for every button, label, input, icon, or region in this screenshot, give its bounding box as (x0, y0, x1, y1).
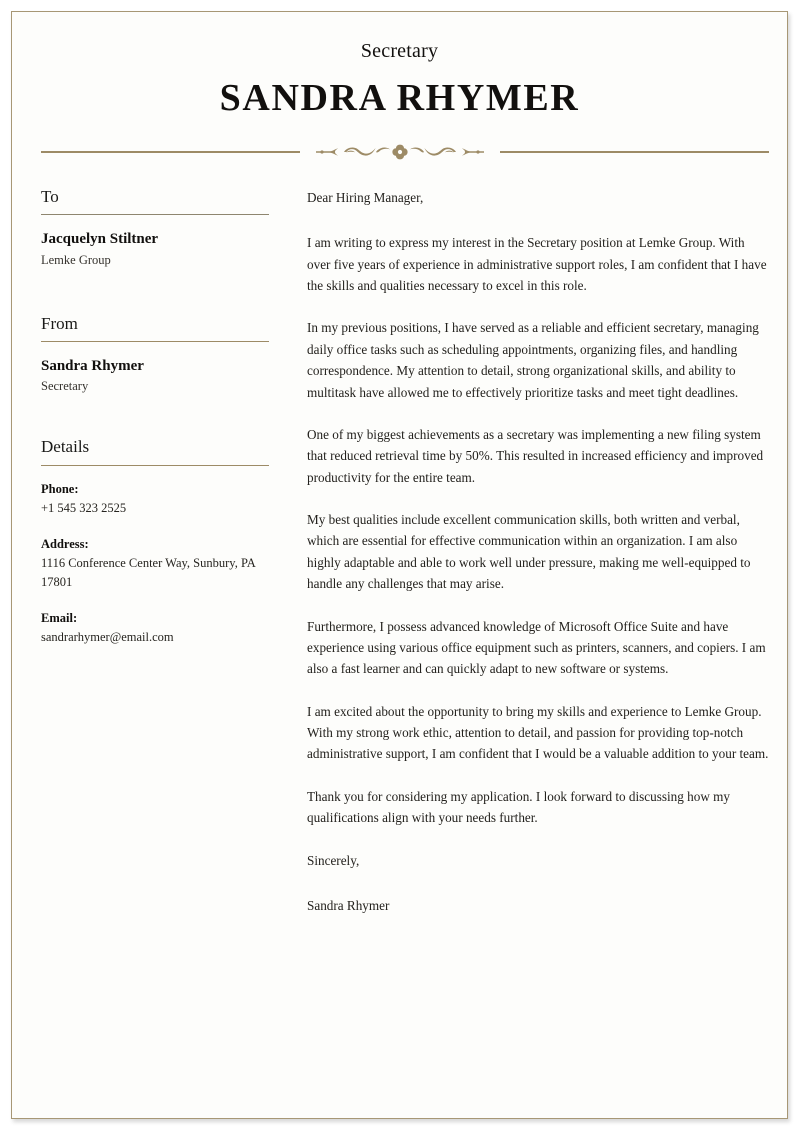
detail-email (41, 609, 269, 647)
letter-paragraph: Furthermore, I possess advanced knowledge of Microsoft Office Suite and have experience using various office equipment such as printers, scanners, and copiers. I am also a fast learner and can quickly adapt to new software or systems. (307, 618, 766, 677)
letter-paragraph: In my previous positions, I have served as a reliable and efficient secretary, managing daily office tasks such as scheduling appointments, organizing files, and handling correspondence. My attention to detail, strong organizational skills, and ability to multitask have allowed me to effectively prioritize tasks and meet tight deadlines. (307, 320, 759, 400)
sidebar-section-from (41, 314, 269, 396)
phone-value: +1 545 323 2525 (41, 500, 127, 515)
sidebar-section-to (41, 187, 269, 269)
letter-paragraph: I am writing to express my interest in the Secretary position at Lemke Group. With over five years of experience in administrative support roles, I am confident that I have the skills and qualities necessary to excel in this role. (307, 235, 767, 294)
letter-paragraph: One of my biggest achievements as a secretary was implementing a new filing system that reduced retrieval time by 50%. This resulted in increased efficiency and improved productivity for the entire team. (307, 426, 764, 485)
email-value: sandrarhymer@email.com (41, 630, 174, 645)
letter-header (12, 12, 787, 163)
job-title: Secretary (360, 40, 439, 62)
sender-name: Sandra Rhymer (41, 358, 144, 375)
cover-letter-page (11, 11, 788, 1119)
closing: Sincerely, (307, 852, 360, 868)
phone-label: Phone: (41, 481, 79, 496)
address-value: 1116 Conference Center Way, Sunbury, PA 17801 (41, 555, 256, 590)
letter-paragraph: My best qualities include excellent communication skills, both written and verbal, which are essential for effective communication within an organization. I am also highly adaptable and able to work well under pressure, making me well-equipped to handle any challenges that may arise. (307, 512, 751, 592)
sidebar-spacer (41, 269, 269, 314)
letter-content (269, 185, 769, 916)
from-heading: From (41, 313, 78, 333)
signature-name: Sandra Rhymer (307, 897, 390, 913)
email-label: Email: (41, 611, 78, 626)
sidebar-spacer-2 (41, 395, 269, 437)
recipient-name: Jacquelyn Stiltner (41, 231, 159, 248)
address-label: Address: (41, 536, 89, 551)
applicant-name-heading: SANDRA RHYMER (219, 77, 580, 119)
details-rule (41, 465, 269, 466)
sender-role: Secretary (41, 379, 89, 394)
detail-phone (41, 480, 269, 518)
sidebar-section-details (41, 437, 269, 647)
letter-paragraph: I am excited about the opportunity to bring my skills and experience to Lemke Group. With my strong work ethic, attention to detail, and passion for providing top-notch administrative support, I am confident that I would be a valuable addition to your team. (307, 703, 769, 762)
from-rule (41, 341, 269, 342)
to-heading: To (41, 186, 59, 206)
sidebar (41, 185, 269, 665)
letter-body-columns (12, 163, 787, 916)
letter-paragraph: Thank you for considering my application. I look forward to discussing how my qualifications align with your needs further. (307, 788, 731, 826)
detail-address (41, 535, 269, 593)
floral-filigree-divider-icon (300, 141, 500, 163)
header-divider (12, 141, 787, 163)
recipient-company: Lemke Group (41, 252, 111, 267)
details-heading: Details (41, 437, 90, 457)
to-rule (41, 214, 269, 215)
salutation: Dear Hiring Manager, (307, 189, 424, 205)
